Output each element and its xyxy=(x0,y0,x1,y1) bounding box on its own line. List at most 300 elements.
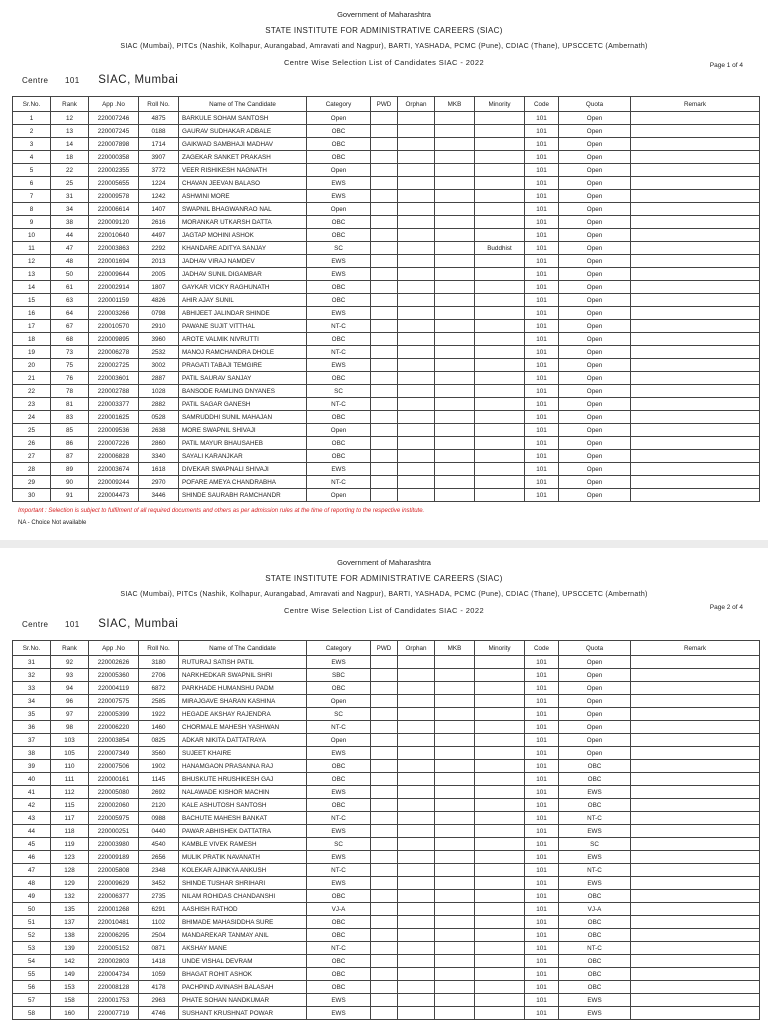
remark-cell xyxy=(631,177,760,190)
rank-cell: 123 xyxy=(51,851,89,864)
orphan-cell xyxy=(398,838,435,851)
candidate-name-cell: HANAMGAON PRASANNA RAJ xyxy=(179,760,307,773)
roll-no-cell: 1618 xyxy=(139,463,179,476)
app-no-cell: 220010570 xyxy=(89,320,139,333)
selection-table xyxy=(12,640,760,1020)
app-no-cell: 220006377 xyxy=(89,890,139,903)
mkb-cell xyxy=(435,773,475,786)
app-no-cell: 220007349 xyxy=(89,747,139,760)
orphan-cell xyxy=(398,734,435,747)
code-cell: 101 xyxy=(525,281,559,294)
mkb-cell xyxy=(435,825,475,838)
pwd-cell xyxy=(371,799,398,812)
mkb-cell xyxy=(435,424,475,437)
quota-cell: Open xyxy=(559,164,631,177)
col-header-rank: Rank xyxy=(51,641,89,656)
sr-no-cell: 19 xyxy=(13,346,51,359)
category-cell: OBC xyxy=(307,229,371,242)
roll-no-cell: 0440 xyxy=(139,825,179,838)
quota-cell: Open xyxy=(559,682,631,695)
orphan-cell xyxy=(398,398,435,411)
mkb-cell xyxy=(435,138,475,151)
mkb-cell xyxy=(435,333,475,346)
quota-cell: Open xyxy=(559,734,631,747)
roll-no-cell: 2735 xyxy=(139,890,179,903)
candidate-name-cell: MANDAREKAR TANMAY ANIL xyxy=(179,929,307,942)
rank-cell: 61 xyxy=(51,281,89,294)
table-row xyxy=(13,994,760,1007)
rank-cell: 64 xyxy=(51,307,89,320)
pwd-cell xyxy=(371,890,398,903)
remark-cell xyxy=(631,489,760,502)
roll-no-cell: 3452 xyxy=(139,877,179,890)
orphan-cell xyxy=(398,320,435,333)
code-cell: 101 xyxy=(525,203,559,216)
candidate-name-cell: MORANKAR UTKARSH DATTA xyxy=(179,216,307,229)
sr-no-cell: 51 xyxy=(13,916,51,929)
mkb-cell xyxy=(435,242,475,255)
sr-no-cell: 57 xyxy=(13,994,51,1007)
candidate-name-cell: MANOJ RAMCHANDRA DHOLE xyxy=(179,346,307,359)
minority-cell xyxy=(475,708,525,721)
table-row xyxy=(13,372,760,385)
app-no-cell: 220001268 xyxy=(89,903,139,916)
app-no-cell: 220004734 xyxy=(89,968,139,981)
rank-cell: 89 xyxy=(51,463,89,476)
table-row xyxy=(13,411,760,424)
app-no-cell: 220005360 xyxy=(89,669,139,682)
app-no-cell: 220001753 xyxy=(89,994,139,1007)
candidate-name-cell: MIRAJGAVE SHARAN KASHINA xyxy=(179,695,307,708)
sr-no-cell: 21 xyxy=(13,372,51,385)
roll-no-cell: 2013 xyxy=(139,255,179,268)
table-row xyxy=(13,760,760,773)
category-cell: EWS xyxy=(307,307,371,320)
app-no-cell: 220009644 xyxy=(89,268,139,281)
category-cell: OBC xyxy=(307,333,371,346)
col-header-pwd: PWD xyxy=(371,97,398,112)
rank-cell: 25 xyxy=(51,177,89,190)
code-cell: 101 xyxy=(525,851,559,864)
col-header-roll-no: Roll No. xyxy=(139,97,179,112)
mkb-cell xyxy=(435,372,475,385)
quota-cell: Open xyxy=(559,669,631,682)
pwd-cell xyxy=(371,994,398,1007)
orphan-cell xyxy=(398,942,435,955)
code-cell: 101 xyxy=(525,242,559,255)
category-cell: OBC xyxy=(307,151,371,164)
minority-cell xyxy=(475,190,525,203)
code-cell: 101 xyxy=(525,437,559,450)
table-row xyxy=(13,476,760,489)
mkb-cell xyxy=(435,682,475,695)
pwd-cell xyxy=(371,125,398,138)
sr-no-cell: 8 xyxy=(13,203,51,216)
orphan-cell xyxy=(398,864,435,877)
table-row xyxy=(13,968,760,981)
sr-no-cell: 29 xyxy=(13,476,51,489)
code-cell: 101 xyxy=(525,320,559,333)
category-cell: OBC xyxy=(307,138,371,151)
orphan-cell xyxy=(398,424,435,437)
rank-cell: 83 xyxy=(51,411,89,424)
code-cell: 101 xyxy=(525,216,559,229)
table-row xyxy=(13,255,760,268)
orphan-cell xyxy=(398,190,435,203)
roll-no-cell: 2616 xyxy=(139,216,179,229)
minority-cell xyxy=(475,760,525,773)
minority-cell xyxy=(475,812,525,825)
quota-cell: Open xyxy=(559,320,631,333)
pwd-cell xyxy=(371,385,398,398)
minority-cell xyxy=(475,799,525,812)
pwd-cell xyxy=(371,1007,398,1020)
quota-cell: Open xyxy=(559,359,631,372)
minority-cell xyxy=(475,890,525,903)
orphan-cell xyxy=(398,799,435,812)
category-cell: Open xyxy=(307,203,371,216)
table-row xyxy=(13,864,760,877)
sr-no-cell: 28 xyxy=(13,463,51,476)
quota-cell: Open xyxy=(559,747,631,760)
pwd-cell xyxy=(371,242,398,255)
centre-name: SIAC, Mumbai xyxy=(98,618,179,630)
quota-cell: VJ-A xyxy=(559,903,631,916)
pwd-cell xyxy=(371,255,398,268)
category-cell: Open xyxy=(307,489,371,502)
rank-cell: 119 xyxy=(51,838,89,851)
quota-cell: Open xyxy=(559,695,631,708)
rank-cell: 31 xyxy=(51,190,89,203)
roll-no-cell: 2532 xyxy=(139,346,179,359)
app-no-cell: 220004119 xyxy=(89,682,139,695)
roll-no-cell: 3180 xyxy=(139,656,179,669)
roll-no-cell: 2910 xyxy=(139,320,179,333)
mkb-cell xyxy=(435,656,475,669)
rank-cell: 91 xyxy=(51,489,89,502)
rank-cell: 135 xyxy=(51,903,89,916)
quota-cell: OBC xyxy=(559,981,631,994)
app-no-cell: 220009536 xyxy=(89,424,139,437)
quota-cell: OBC xyxy=(559,799,631,812)
quota-cell: Open xyxy=(559,125,631,138)
orphan-cell xyxy=(398,359,435,372)
table-row xyxy=(13,463,760,476)
table-row xyxy=(13,812,760,825)
table-row xyxy=(13,903,760,916)
mkb-cell xyxy=(435,994,475,1007)
sr-no-cell: 44 xyxy=(13,825,51,838)
pwd-cell xyxy=(371,695,398,708)
sr-no-cell: 14 xyxy=(13,281,51,294)
col-header-sr-no: Sr.No. xyxy=(13,97,51,112)
table-row xyxy=(13,281,760,294)
roll-no-cell: 3907 xyxy=(139,151,179,164)
roll-no-cell: 1714 xyxy=(139,138,179,151)
roll-no-cell: 2706 xyxy=(139,669,179,682)
quota-cell: Open xyxy=(559,463,631,476)
mkb-cell xyxy=(435,695,475,708)
pwd-cell xyxy=(371,268,398,281)
minority-cell xyxy=(475,916,525,929)
code-cell: 101 xyxy=(525,695,559,708)
table-row xyxy=(13,398,760,411)
sr-no-cell: 26 xyxy=(13,437,51,450)
remark-cell xyxy=(631,877,760,890)
roll-no-cell: 0528 xyxy=(139,411,179,424)
rank-cell: 158 xyxy=(51,994,89,1007)
app-no-cell: 220006278 xyxy=(89,346,139,359)
table-row xyxy=(13,359,760,372)
candidate-name-cell: PATIL MAYUR BHAUSAHEB xyxy=(179,437,307,450)
category-cell: Open xyxy=(307,695,371,708)
roll-no-cell: 2348 xyxy=(139,864,179,877)
code-cell: 101 xyxy=(525,825,559,838)
centre-label: Centre xyxy=(22,76,49,85)
mkb-cell xyxy=(435,747,475,760)
category-cell: Open xyxy=(307,112,371,125)
app-no-cell: 220002803 xyxy=(89,955,139,968)
table-row xyxy=(13,450,760,463)
candidate-name-cell: BHAGAT ROHIT ASHOK xyxy=(179,968,307,981)
roll-no-cell: 1059 xyxy=(139,968,179,981)
category-cell: OBC xyxy=(307,372,371,385)
category-cell: OBC xyxy=(307,437,371,450)
orphan-cell xyxy=(398,125,435,138)
minority-cell xyxy=(475,177,525,190)
category-cell: OBC xyxy=(307,890,371,903)
pwd-cell xyxy=(371,968,398,981)
sr-no-cell: 54 xyxy=(13,955,51,968)
orphan-cell xyxy=(398,112,435,125)
mkb-cell xyxy=(435,177,475,190)
col-header-quota: Quota xyxy=(559,641,631,656)
candidate-name-cell: ABHIJEET JALINDAR SHINDE xyxy=(179,307,307,320)
remark-cell xyxy=(631,190,760,203)
category-cell: EWS xyxy=(307,656,371,669)
category-cell: OBC xyxy=(307,450,371,463)
orphan-cell xyxy=(398,981,435,994)
candidate-name-cell: JADHAV VIRAJ NAMDEV xyxy=(179,255,307,268)
quota-cell: Open xyxy=(559,151,631,164)
roll-no-cell: 2504 xyxy=(139,929,179,942)
table-row xyxy=(13,799,760,812)
candidate-name-cell: SHINDE SAURABH RAMCHANDR xyxy=(179,489,307,502)
category-cell: EWS xyxy=(307,190,371,203)
table-row xyxy=(13,164,760,177)
mkb-cell xyxy=(435,359,475,372)
quota-cell: Open xyxy=(559,112,631,125)
minority-cell xyxy=(475,463,525,476)
quota-cell: Open xyxy=(559,138,631,151)
code-cell: 101 xyxy=(525,786,559,799)
mkb-cell xyxy=(435,890,475,903)
col-header-orphan: Orphan xyxy=(398,641,435,656)
quota-cell: OBC xyxy=(559,773,631,786)
centre-label: Centre xyxy=(22,620,49,629)
quota-cell: Open xyxy=(559,385,631,398)
table-row xyxy=(13,242,760,255)
roll-no-cell: 2692 xyxy=(139,786,179,799)
mkb-cell xyxy=(435,1007,475,1020)
orphan-cell xyxy=(398,229,435,242)
sr-no-cell: 37 xyxy=(13,734,51,747)
quota-cell: Open xyxy=(559,372,631,385)
quota-cell: Open xyxy=(559,294,631,307)
remark-cell xyxy=(631,411,760,424)
orphan-cell xyxy=(398,164,435,177)
rank-cell: 85 xyxy=(51,424,89,437)
pwd-cell xyxy=(371,864,398,877)
col-header-mkb: MKB xyxy=(435,641,475,656)
code-cell: 101 xyxy=(525,372,559,385)
app-no-cell: 220002626 xyxy=(89,656,139,669)
sr-no-cell: 13 xyxy=(13,268,51,281)
col-header-mkb: MKB xyxy=(435,97,475,112)
candidate-name-cell: MULIK PRATIK NAVANATH xyxy=(179,851,307,864)
mkb-cell xyxy=(435,164,475,177)
pwd-cell xyxy=(371,734,398,747)
sr-no-cell: 39 xyxy=(13,760,51,773)
page-number: Page 1 of 4 xyxy=(709,62,743,69)
remark-cell xyxy=(631,242,760,255)
candidate-name-cell: PATIL SAGAR GANESH xyxy=(179,398,307,411)
page-header xyxy=(0,548,768,616)
quota-cell: NT-C xyxy=(559,812,631,825)
table-row xyxy=(13,177,760,190)
centre-name: SIAC, Mumbai xyxy=(98,74,179,86)
quota-cell: Open xyxy=(559,216,631,229)
roll-no-cell: 2970 xyxy=(139,476,179,489)
mkb-cell xyxy=(435,864,475,877)
app-no-cell: 220006828 xyxy=(89,450,139,463)
app-no-cell: 220006295 xyxy=(89,929,139,942)
sr-no-cell: 36 xyxy=(13,721,51,734)
roll-no-cell: 2292 xyxy=(139,242,179,255)
roll-no-cell: 6872 xyxy=(139,682,179,695)
table-row xyxy=(13,216,760,229)
institute-title: STATE INSTITUTE FOR ADMINISTRATIVE CAREERS (SIAC) xyxy=(265,574,503,583)
quota-cell: OBC xyxy=(559,955,631,968)
pwd-cell xyxy=(371,851,398,864)
pwd-cell xyxy=(371,372,398,385)
category-cell: SC xyxy=(307,242,371,255)
minority-cell xyxy=(475,773,525,786)
table-row xyxy=(13,773,760,786)
app-no-cell: 220005975 xyxy=(89,812,139,825)
rank-cell: 50 xyxy=(51,268,89,281)
mkb-cell xyxy=(435,320,475,333)
minority-cell xyxy=(475,255,525,268)
mkb-cell xyxy=(435,955,475,968)
sr-no-cell: 15 xyxy=(13,294,51,307)
pwd-cell xyxy=(371,229,398,242)
remark-cell xyxy=(631,385,760,398)
mkb-cell xyxy=(435,151,475,164)
remark-cell xyxy=(631,437,760,450)
code-cell: 101 xyxy=(525,1007,559,1020)
minority-cell xyxy=(475,138,525,151)
rank-cell: 129 xyxy=(51,877,89,890)
roll-no-cell: 1807 xyxy=(139,281,179,294)
pwd-cell xyxy=(371,138,398,151)
pwd-cell xyxy=(371,786,398,799)
orphan-cell xyxy=(398,851,435,864)
app-no-cell: 220002914 xyxy=(89,281,139,294)
code-cell: 101 xyxy=(525,359,559,372)
sr-no-cell: 58 xyxy=(13,1007,51,1020)
table-row xyxy=(13,138,760,151)
pwd-cell xyxy=(371,281,398,294)
minority-cell xyxy=(475,320,525,333)
app-no-cell: 220003863 xyxy=(89,242,139,255)
app-no-cell: 220003674 xyxy=(89,463,139,476)
candidate-name-cell: KHANDARE ADITYA SANJAY xyxy=(179,242,307,255)
candidate-name-cell: BANSODE RAMLING DNYANES xyxy=(179,385,307,398)
rank-cell: 76 xyxy=(51,372,89,385)
remark-cell xyxy=(631,294,760,307)
category-cell: EWS xyxy=(307,994,371,1007)
app-no-cell: 220000358 xyxy=(89,151,139,164)
code-cell: 101 xyxy=(525,734,559,747)
candidate-name-cell: AROTE VALMIK NIVRUTTI xyxy=(179,333,307,346)
candidate-name-cell: PAWANE SUJIT VITTHAL xyxy=(179,320,307,333)
remark-cell xyxy=(631,255,760,268)
minority-cell xyxy=(475,929,525,942)
col-header-candidate-name: Name of The Candidate xyxy=(179,641,307,656)
table-row xyxy=(13,877,760,890)
app-no-cell: 220009578 xyxy=(89,190,139,203)
remark-cell xyxy=(631,138,760,151)
table-row xyxy=(13,489,760,502)
rank-cell: 34 xyxy=(51,203,89,216)
category-cell: OBC xyxy=(307,981,371,994)
remark-cell xyxy=(631,851,760,864)
rank-cell: 97 xyxy=(51,708,89,721)
minority-cell xyxy=(475,307,525,320)
sr-no-cell: 2 xyxy=(13,125,51,138)
app-no-cell: 220009189 xyxy=(89,851,139,864)
candidate-name-cell: AKSHAY MANE xyxy=(179,942,307,955)
page-2 xyxy=(0,548,768,1024)
mkb-cell xyxy=(435,877,475,890)
category-cell: EWS xyxy=(307,1007,371,1020)
code-cell: 101 xyxy=(525,760,559,773)
orphan-cell xyxy=(398,489,435,502)
category-cell: OBC xyxy=(307,125,371,138)
candidate-name-cell: MORE SWAPNIL SHIVAJI xyxy=(179,424,307,437)
sr-no-cell: 47 xyxy=(13,864,51,877)
candidate-name-cell: VEER RISHIKESH NAGNATH xyxy=(179,164,307,177)
rank-cell: 44 xyxy=(51,229,89,242)
candidate-name-cell: GAYKAR VICKY RAGHUNATH xyxy=(179,281,307,294)
app-no-cell: 220007898 xyxy=(89,138,139,151)
sr-no-cell: 20 xyxy=(13,359,51,372)
minority-cell xyxy=(475,216,525,229)
sr-no-cell: 50 xyxy=(13,903,51,916)
quota-cell: OBC xyxy=(559,916,631,929)
table-row xyxy=(13,151,760,164)
app-no-cell: 220010640 xyxy=(89,229,139,242)
minority-cell xyxy=(475,229,525,242)
mkb-cell xyxy=(435,942,475,955)
centres-list: SIAC (Mumbai), PITCs (Nashik, Kolhapur, Aurangabad, Amravati and Nagpur), BARTI, YASHADA, PCMC (Pune), CDIAC (Thane), UPSCCETC (Ambernath) xyxy=(120,43,648,50)
pwd-cell xyxy=(371,955,398,968)
code-cell: 101 xyxy=(525,151,559,164)
candidate-name-cell: AHIR AJAY SUNIL xyxy=(179,294,307,307)
candidate-name-cell: SUJEET KHAIRE xyxy=(179,747,307,760)
mkb-cell xyxy=(435,125,475,138)
